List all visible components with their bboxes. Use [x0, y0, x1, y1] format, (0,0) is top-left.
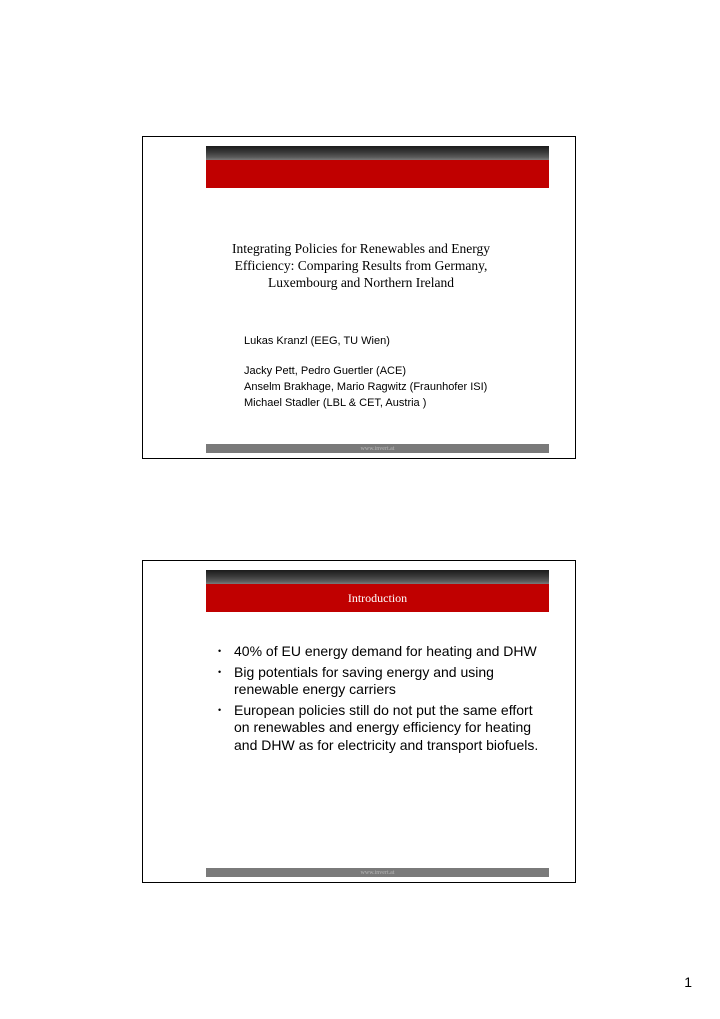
- slide-1-header: [206, 146, 549, 188]
- slide-2-header: [206, 570, 549, 612]
- slide-2-title: Introduction: [347, 590, 408, 605]
- slide-1-footer: [206, 444, 549, 453]
- slide-2: [142, 560, 576, 883]
- slide-1-title: Integrating Policies for Renewables and Energy Efficiency: Comparing Results from Germany, Luxembourg and Northern Ireland: [231, 241, 491, 290]
- bullet-item: • European policies still do not put the same effort on renewables and energy efficiency for heating and DHW as for electricity and transport biofuels.: [218, 701, 539, 753]
- bullet-dot-icon: •: [218, 704, 222, 715]
- bullet-dot-icon: •: [218, 666, 222, 677]
- bullet-list: [216, 643, 546, 757]
- header-dark-strip: [206, 570, 549, 584]
- bullet-dot-icon: •: [218, 646, 222, 656]
- author-line: Lukas Kranzl (EEG, TU Wien): [244, 335, 390, 347]
- slide-2-footer: [206, 868, 549, 877]
- footer-url: www.invert.at: [360, 445, 395, 452]
- bullet-item: • Big potentials for saving energy and using renewable energy carriers: [218, 663, 494, 697]
- bullet-item: • 40% of EU energy demand for heating and DHW: [218, 643, 537, 659]
- page-number: 1: [684, 974, 692, 990]
- slide-1: [142, 136, 576, 459]
- header-red-strip: [206, 160, 549, 188]
- footer-url: www.invert.at: [360, 869, 395, 876]
- author-line: Jacky Pett, Pedro Guertler (ACE): [244, 365, 406, 377]
- slide-2-title-bar: [206, 584, 549, 612]
- author-line: Michael Stadler (LBL & CET, Austria ): [244, 397, 427, 409]
- header-dark-strip: [206, 146, 549, 160]
- author-line: Anselm Brakhage, Mario Ragwitz (Fraunhofer ISI): [244, 381, 488, 393]
- author-list: [244, 333, 544, 411]
